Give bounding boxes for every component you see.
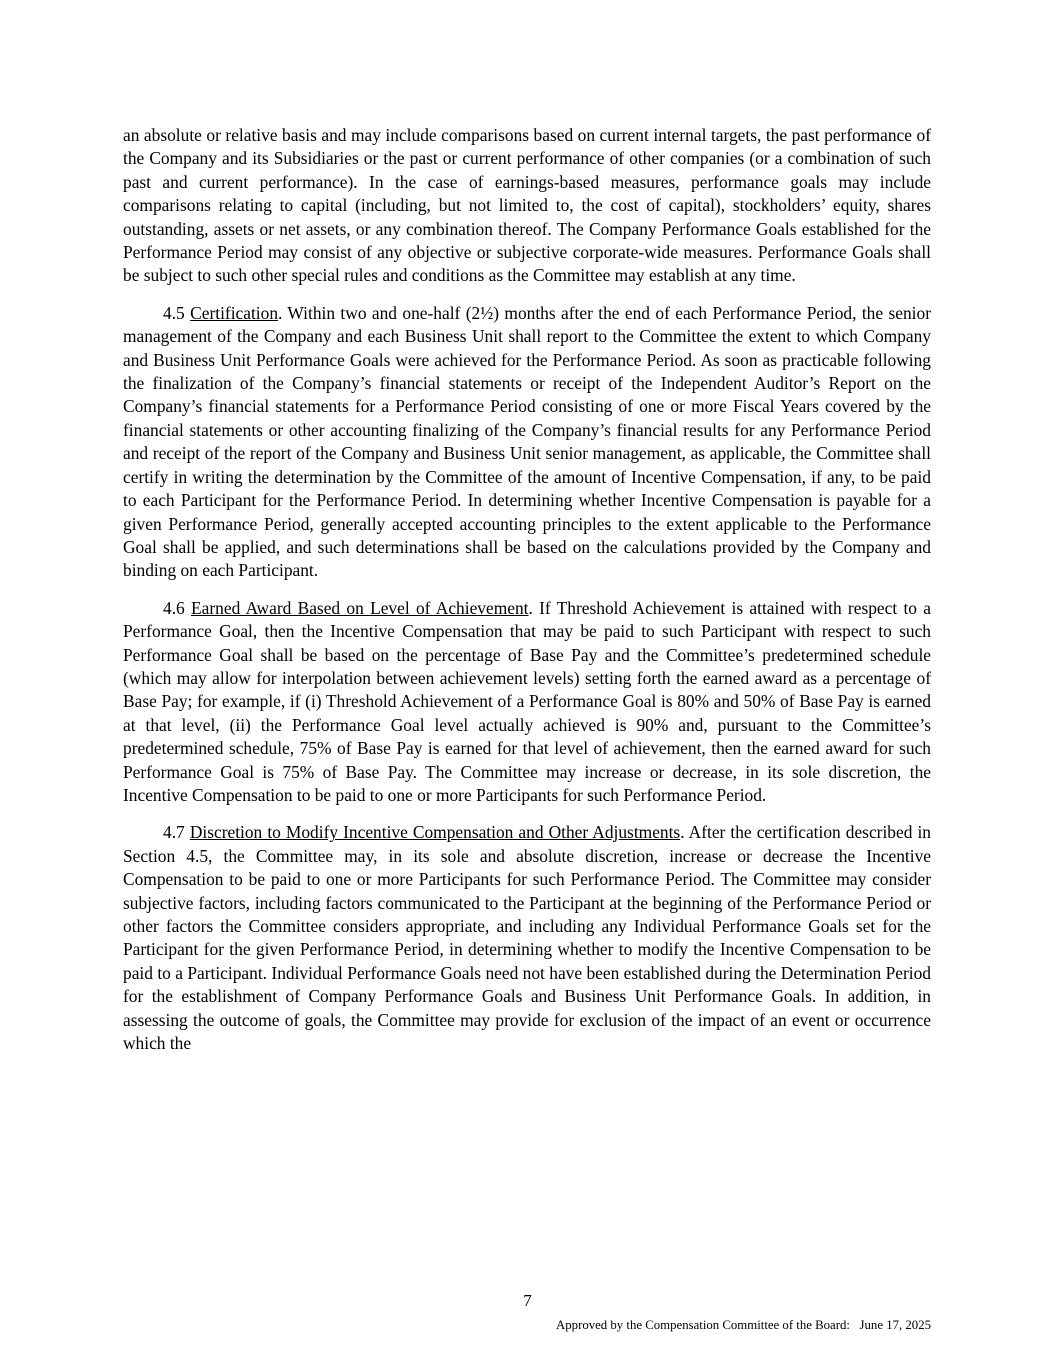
paragraph-text: . If Threshold Achievement is attained with respect to a Performance Goal, then the Incentive Compensation that may be paid to such Participant with respect to such Performance Goal shall be based on the percentage of Base Pay and the Committee’s predetermined schedule (which may allow for interpolation between achievement levels) setting forth the earned award as a percentage of Base Pay; for example, if (i) Threshold Achievement of a Performance Goal is 80% and 50% of Base Pay is earned at that level, (ii) the Performance Goal level actually achieved is 90% and, pursuant to the Committee’s predetermined schedule, 75% of Base Pay is earned for that level of achievement, then the earned award for such Performance Goal is 75% of Base Pay. The Committee may increase or decrease, in its sole discretion, the Incentive Compensation to be paid to one or more Participants for such Performance Period. <box>123 597 931 805</box>
document-body <box>123 124 931 1069</box>
section-heading: Earned Award Based on Level of Achievement <box>191 597 529 618</box>
section-heading: Certification <box>190 302 279 323</box>
paragraph-text: an absolute or relative basis and may include comparisons based on current internal targets, the past performance of the Company and its Subsidiaries or the past or current performance of other companies (or a combination of such past and current performance). In the case of earnings-based measures, performance goals may include comparisons relating to capital (including, but not limited to, the cost of capital), stockholders’ equity, shares outstanding, assets or net assets, or any combination thereof. The Company Performance Goals established for the Performance Period may consist of any objective or subjective corporate-wide measures. Performance Goals shall be subject to such other special rules and conditions as the Committee may establish at any time. <box>123 125 931 286</box>
paragraph-text: 4.7 <box>163 822 190 843</box>
paragraph-text: . Within two and one-half (2½) months after the end of each Performance Period, the senior management of the Company and each Business Unit shall report to the Committee the extent to which Company and Business Unit Performance Goals were achieved for the Performance Period. As soon as practicable following the finalization of the Company’s financial statements or receipt of the Independent Auditor’s Report on the Company’s financial statements for a Performance Period consisting of one or more Fiscal Years covered by the financial statements or other accounting finalizing of the Company’s financial results for any Performance Period and receipt of the report of the Company and Business Unit senior management, as applicable, the Committee shall certify in writing the determination by the Committee of the amount of Incentive Compensation, if any, to be paid to each Participant for the Performance Period. In determining whether Incentive Compensation is payable for a given Performance Period, generally accepted accounting principles to the extent applicable to the Performance Goal shall be applied, and such determinations shall be based on the calculations provided by the Company and binding on each Participant. <box>123 302 931 581</box>
section-heading: Discretion to Modify Incentive Compensation and Other Adjustments <box>189 822 681 843</box>
paragraph-text: 4.5 <box>163 302 191 323</box>
paragraph <box>123 302 931 583</box>
approval-line: Approved by the Compensation Committee of the Board: June 17, 2025 <box>556 1318 931 1332</box>
paragraph <box>123 597 931 808</box>
paragraph <box>123 124 931 288</box>
page-number: 7 <box>523 1291 532 1310</box>
paragraph <box>123 821 931 1055</box>
paragraph-text: 4.6 <box>163 597 192 618</box>
paragraph-text: . After the certification described in Section 4.5, the Committee may, in its sole and absolute discretion, increase or decrease the Incentive Compensation to be paid to one or more Participants for such Performance Period. The Committee may consider subjective factors, including factors communicated to the Participant at the beginning of the Performance Period or other factors the Committee considers appropriate, and including any Individual Performance Goals set for the Participant for the given Performance Period, in determining whether to modify the Incentive Compensation to be paid to a Participant. Individual Performance Goals need not have been established during the Determination Period for the establishment of Company Performance Goals and Business Unit Performance Goals. In addition, in assessing the outcome of goals, the Committee may provide for exclusion of the impact of an event or occurrence which the <box>123 822 931 1054</box>
